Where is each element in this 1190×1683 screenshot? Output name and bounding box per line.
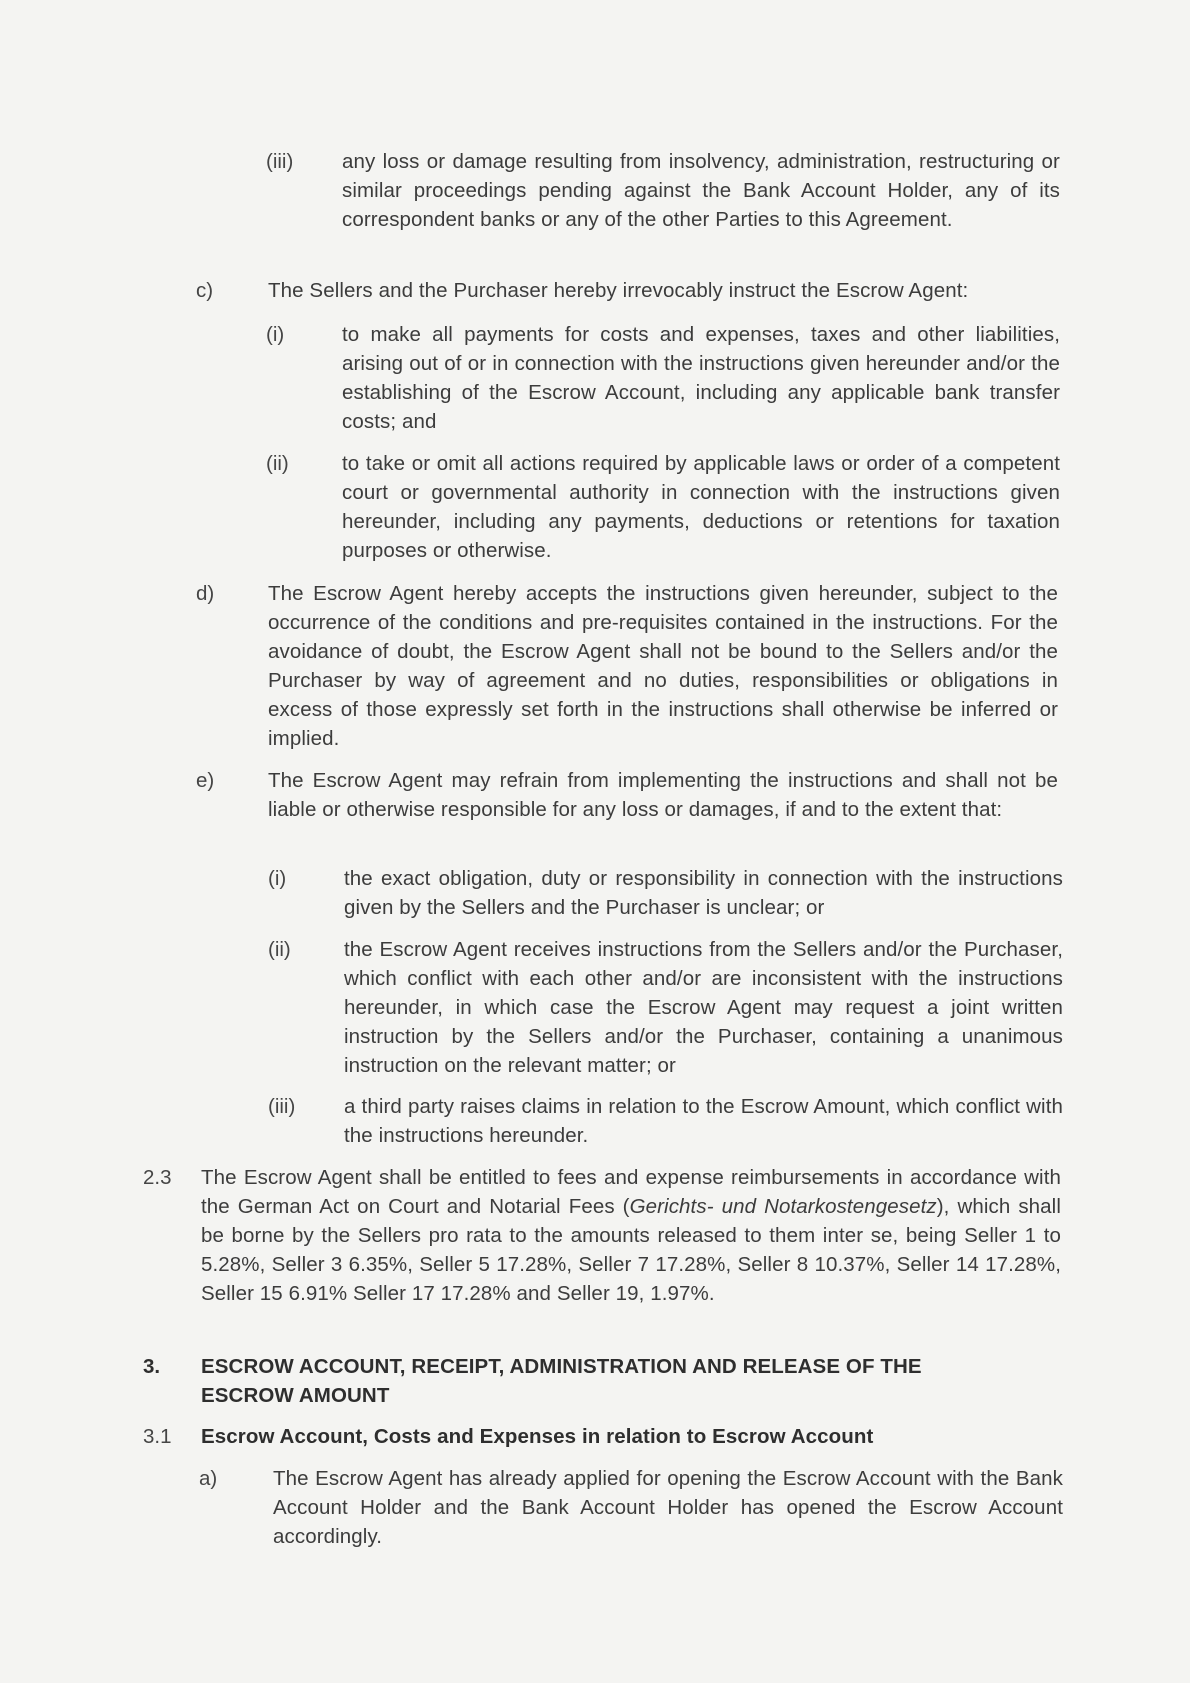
subsection-title: Escrow Account, Costs and Expenses in relation to Escrow Account <box>201 1425 874 1448</box>
clause-c-ii <box>266 449 1060 565</box>
clause-text: a third party raises claims in relation to the Escrow Amount, which conflict with the instructions hereunder. <box>344 1095 1063 1147</box>
clause-label: (i) <box>268 867 287 890</box>
clause-text-part: The Escrow Agent shall be entitled to fees and expense reimbursements in accordance with the German Act on Court and Notarial Fees ( <box>201 1166 1061 1218</box>
clause-e-i <box>268 864 1063 922</box>
clause-c <box>196 276 1050 305</box>
section-title: ESCROW ACCOUNT, RECEIPT, ADMINISTRATION AND RELEASE OF THE ESCROW AMOUNT <box>201 1355 922 1407</box>
clause-e-ii <box>268 935 1063 1080</box>
clause-label: e) <box>196 769 215 792</box>
clause-label: a) <box>199 1467 218 1490</box>
clause-label: (ii) <box>266 452 289 475</box>
clause-text: to take or omit all actions required by applicable laws or order of a competent court or governmental authority in connection with the instructions given hereunder, including any payments, deductions or retentions for taxation purposes or otherwise. <box>342 452 1060 562</box>
clause-b-iii <box>266 147 1060 234</box>
clause-text-part: ), which shall be borne by the Sellers pro rata to the amounts released to them inter se, being Seller 1 to 5.28%, Seller 3 6.35%, Seller 5 17.28%, Seller 7 17.28%, Seller 8 10.37%, Seller 14 17.28%, Seller 15 6.91% Seller 17 17.28% and Seller 19, 1.97%. <box>201 1195 1061 1305</box>
clause-text: the exact obligation, duty or responsibility in connection with the instructions given by the Sellers and the Purchaser is unclear; or <box>344 867 1063 919</box>
clause-label: (iii) <box>268 1095 296 1118</box>
subsection-number: 3.1 <box>143 1425 172 1448</box>
clause-d <box>196 579 1058 753</box>
clause-label: (i) <box>266 323 285 346</box>
section-3-heading <box>143 1352 1001 1410</box>
section-number: 3. <box>143 1355 161 1378</box>
clause-3-1-a <box>199 1464 1063 1551</box>
clause-text: The Escrow Agent may refrain from implementing the instructions and shall not be liable or otherwise responsible for any loss or damages, if and to the extent that: <box>268 769 1058 821</box>
clause-text <box>201 1163 1061 1308</box>
clause-e <box>196 766 1058 824</box>
clause-e-iii <box>268 1092 1063 1150</box>
clause-label: (iii) <box>266 150 294 173</box>
clause-label: d) <box>196 582 215 605</box>
clause-text: The Escrow Agent has already applied for opening the Escrow Account with the Bank Account Holder and the Bank Account Holder has opened the Escrow Account accordingly. <box>273 1467 1063 1548</box>
clause-text: to make all payments for costs and expenses, taxes and other liabilities, arising out of or in connection with the instructions given hereunder and/or the establishing of the Escrow Account, including any applicable bank transfer costs; and <box>342 323 1060 433</box>
clause-text: The Sellers and the Purchaser hereby irrevocably instruct the Escrow Agent: <box>268 279 969 302</box>
subsection-3-1-heading <box>143 1422 1061 1451</box>
statute-name: Gerichts- und Notarkostengesetz <box>629 1195 937 1218</box>
clause-label: c) <box>196 279 214 302</box>
clause-text: The Escrow Agent hereby accepts the instructions given hereunder, subject to the occurrence of the conditions and pre-requisites contained in the instructions. For the avoidance of doubt, the Escrow Agent shall not be bound to the Sellers and/or the Purchaser by way of agreement and no duties, responsibilities or obligations in excess of those expressly set forth in the instructions shall otherwise be inferred or implied. <box>268 582 1058 750</box>
clause-text: any loss or damage resulting from insolvency, administration, restructuring or similar proceedings pending against the Bank Account Holder, any of its correspondent banks or any of the other Parties to this Agreement. <box>342 150 1060 231</box>
clause-2-3 <box>143 1163 1061 1308</box>
clause-label: (ii) <box>268 938 291 961</box>
clause-label: 2.3 <box>143 1166 172 1189</box>
clause-c-i <box>266 320 1060 436</box>
clause-text: the Escrow Agent receives instructions from the Sellers and/or the Purchaser, which conflict with each other and/or are inconsistent with the instructions hereunder, in which case the Escrow Agent may request a joint written instruction by the Sellers and/or the Purchaser, containing a unanimous instruction on the relevant matter; or <box>344 938 1063 1077</box>
